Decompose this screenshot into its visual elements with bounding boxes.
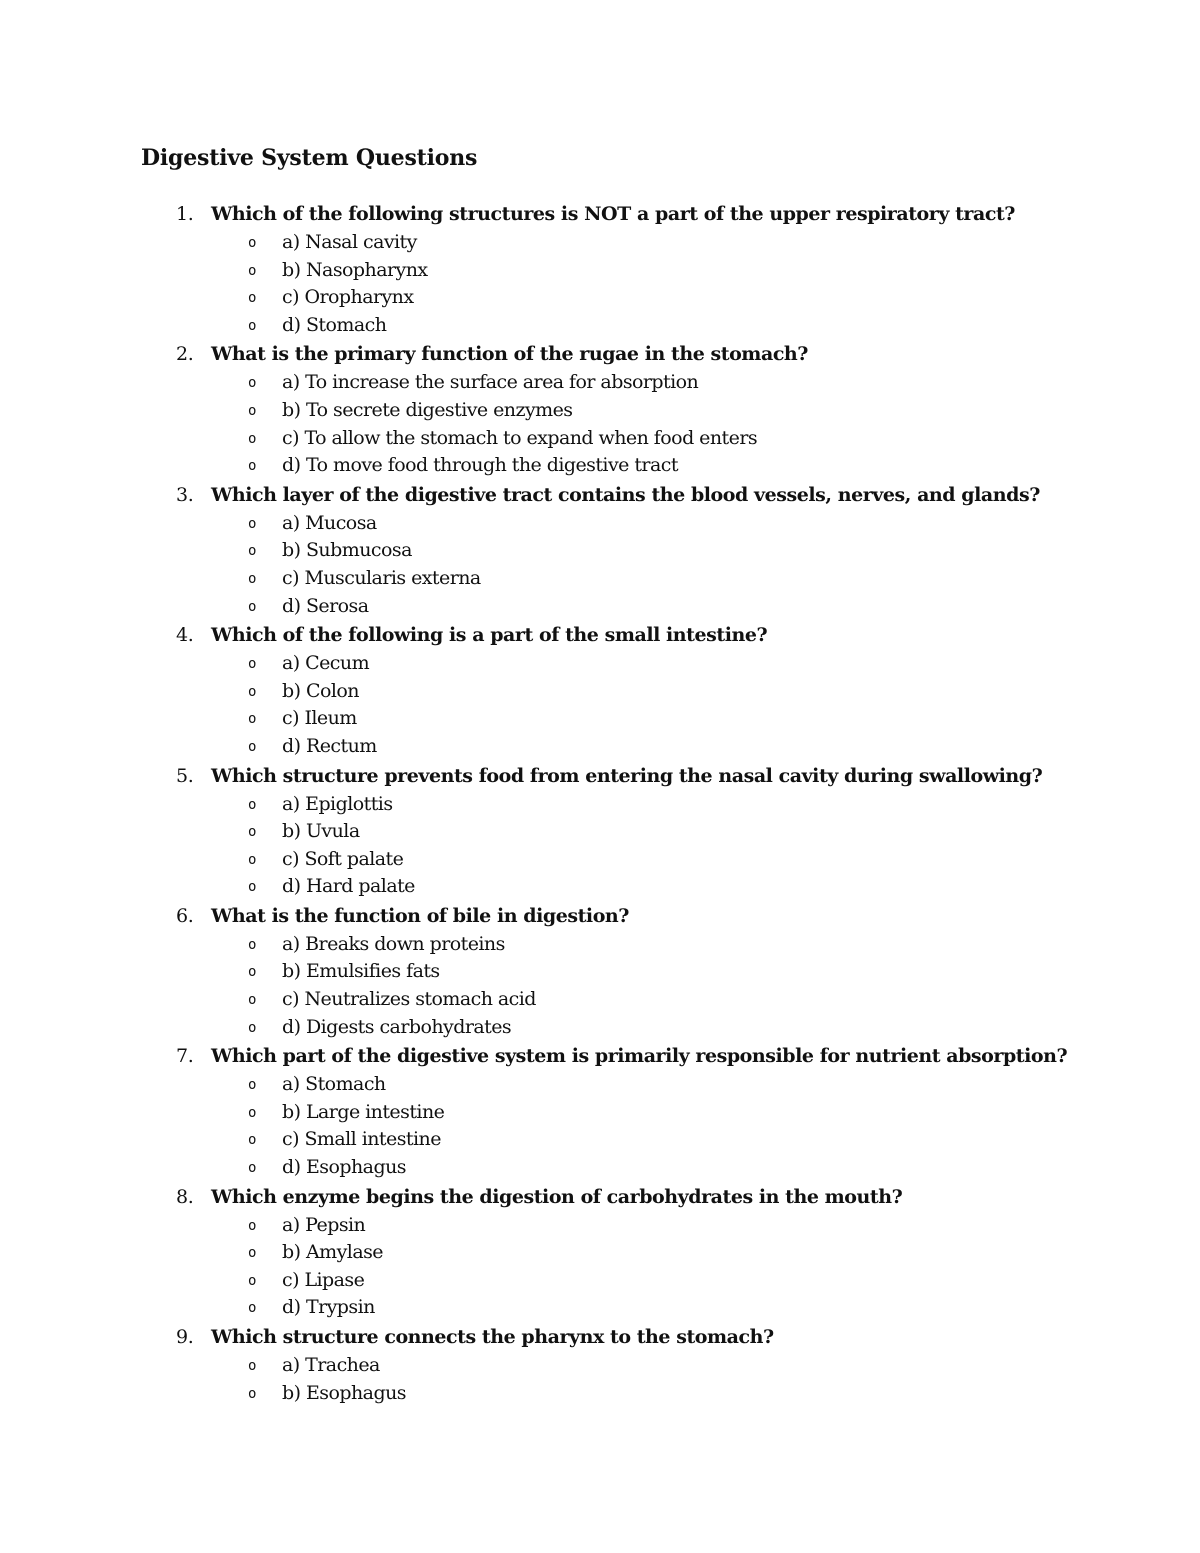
circle-bullet-icon: o [248, 1160, 257, 1177]
option-text: c) Oropharynx [282, 286, 414, 309]
option-text: a) Nasal cavity [282, 231, 417, 253]
option-text: a) Cecum [282, 652, 370, 675]
question-text: Which structure connects the pharynx to the stomach? [211, 1326, 774, 1348]
answer-option [0, 452, 1200, 480]
option-text: d) Digests carbohydrates [282, 1015, 512, 1038]
question-text: Which of the following is a part of the small intestine? [211, 624, 768, 647]
option-text: a) Stomach [282, 1073, 386, 1096]
question-line [0, 480, 1200, 510]
option-text: d) Hard palate [282, 875, 415, 898]
option-text: c) Small intestine [282, 1128, 441, 1151]
question-text: Which of the following structures is NOT a part of the upper respiratory tract? [211, 203, 1015, 225]
question-number: 3. [176, 483, 194, 506]
circle-bullet-icon: o [248, 1077, 257, 1094]
question-number: 1. [176, 203, 194, 225]
answer-option [0, 397, 1200, 425]
question-text: What is the primary function of the rugae in the stomach? [211, 343, 808, 366]
option-text: c) Ileum [282, 707, 357, 730]
answer-option [0, 1294, 1200, 1322]
circle-bullet-icon: o [248, 235, 257, 251]
question-line [0, 620, 1200, 650]
answer-option [0, 818, 1200, 846]
answer-option [0, 791, 1200, 819]
option-text: a) Pepsin [282, 1213, 366, 1236]
option-text: a) Mucosa [282, 511, 377, 534]
option-text: c) Muscularis externa [282, 566, 481, 589]
answer-option [0, 873, 1200, 901]
option-text: d) To move food through the digestive tract [282, 454, 678, 477]
answer-option [0, 958, 1200, 986]
question-line [0, 1041, 1200, 1071]
answer-option [0, 1267, 1200, 1295]
option-text: b) To secrete digestive enzymes [282, 398, 573, 421]
circle-bullet-icon: o [248, 851, 257, 868]
answer-options [0, 369, 1200, 479]
circle-bullet-icon: o [248, 796, 257, 813]
option-text: c) Soft palate [282, 847, 404, 870]
circle-bullet-icon: o [248, 458, 257, 475]
answer-option [0, 425, 1200, 453]
answer-option [0, 1352, 1200, 1380]
answer-option [0, 733, 1200, 761]
page-title: Digestive System Questions [141, 145, 478, 171]
question-line [0, 339, 1200, 369]
question-item [0, 620, 1200, 760]
answer-option [0, 931, 1200, 959]
question-item [0, 761, 1200, 901]
question-line [0, 199, 1200, 229]
circle-bullet-icon: o [248, 1358, 257, 1374]
circle-bullet-icon: o [248, 543, 257, 560]
question-line [0, 1322, 1200, 1352]
option-text: b) Esophagus [282, 1381, 406, 1404]
option-text: c) Lipase [282, 1268, 365, 1291]
answer-option [0, 1212, 1200, 1240]
answer-option [0, 986, 1200, 1014]
circle-bullet-icon: o [248, 824, 257, 841]
option-text: a) Trachea [282, 1354, 380, 1376]
answer-option [0, 1014, 1200, 1042]
question-item [0, 1041, 1200, 1181]
circle-bullet-icon: o [248, 879, 257, 896]
answer-option [0, 229, 1200, 257]
circle-bullet-icon: o [248, 598, 257, 615]
circle-bullet-icon: o [248, 1272, 257, 1289]
answer-options [0, 931, 1200, 1041]
option-text: a) Breaks down proteins [282, 932, 505, 955]
circle-bullet-icon: o [248, 656, 257, 673]
question-item [0, 1322, 1200, 1407]
option-text: d) Rectum [282, 734, 377, 757]
answer-option [0, 1154, 1200, 1182]
option-text: b) Submucosa [282, 539, 412, 562]
answer-option [0, 1380, 1200, 1408]
answer-option [0, 1099, 1200, 1127]
question-number: 6. [176, 904, 194, 927]
option-text: c) To allow the stomach to expand when food enters [282, 426, 758, 449]
answer-option [0, 284, 1200, 312]
answer-option [0, 846, 1200, 874]
circle-bullet-icon: o [248, 290, 257, 307]
option-text: b) Large intestine [282, 1100, 445, 1123]
option-text: d) Esophagus [282, 1156, 406, 1179]
option-text: a) To increase the surface area for absorption [282, 371, 699, 394]
answer-option [0, 1071, 1200, 1099]
option-text: b) Nasopharynx [282, 258, 428, 281]
option-text: a) Epiglottis [282, 792, 393, 815]
answer-options [0, 1212, 1200, 1322]
circle-bullet-icon: o [248, 262, 257, 279]
circle-bullet-icon: o [248, 1385, 257, 1402]
circle-bullet-icon: o [248, 1245, 257, 1262]
question-line [0, 901, 1200, 931]
answer-option [0, 369, 1200, 397]
circle-bullet-icon: o [248, 317, 257, 334]
question-line [0, 761, 1200, 791]
option-text: b) Colon [282, 679, 359, 702]
question-text: Which layer of the digestive tract contains the blood vessels, nerves, and glands? [211, 483, 1040, 506]
question-item [0, 339, 1200, 479]
circle-bullet-icon: o [248, 738, 257, 755]
answer-options [0, 229, 1200, 339]
question-list [0, 199, 1200, 1407]
circle-bullet-icon: o [248, 402, 257, 419]
circle-bullet-icon: o [248, 515, 257, 532]
question-item [0, 1182, 1200, 1322]
option-text: d) Serosa [282, 594, 369, 617]
answer-option [0, 565, 1200, 593]
answer-option [0, 510, 1200, 538]
answer-option [0, 1126, 1200, 1154]
answer-options [0, 650, 1200, 760]
answer-option [0, 257, 1200, 285]
answer-option [0, 537, 1200, 565]
circle-bullet-icon: o [248, 430, 257, 447]
option-text: c) Neutralizes stomach acid [282, 988, 536, 1011]
circle-bullet-icon: o [248, 375, 257, 392]
question-text: Which part of the digestive system is primarily responsible for nutrient absorption? [211, 1045, 1068, 1068]
question-number: 2. [176, 343, 194, 366]
question-number: 4. [176, 624, 194, 647]
question-number: 5. [176, 764, 194, 787]
circle-bullet-icon: o [248, 1019, 257, 1036]
answer-option [0, 678, 1200, 706]
answer-option [0, 705, 1200, 733]
circle-bullet-icon: o [248, 1300, 257, 1317]
answer-options [0, 791, 1200, 901]
question-text: Which enzyme begins the digestion of carbohydrates in the mouth? [211, 1185, 903, 1208]
answer-options [0, 1352, 1200, 1407]
question-line [0, 1182, 1200, 1212]
question-number: 9. [176, 1326, 194, 1348]
question-item [0, 199, 1200, 339]
circle-bullet-icon: o [248, 1217, 257, 1234]
question-number: 8. [176, 1185, 194, 1208]
answer-option [0, 593, 1200, 621]
answer-options [0, 510, 1200, 620]
question-item [0, 901, 1200, 1041]
option-text: b) Uvula [282, 820, 360, 843]
question-text: What is the function of bile in digestion? [211, 904, 629, 927]
question-item [0, 480, 1200, 620]
option-text: d) Trypsin [282, 1296, 375, 1319]
circle-bullet-icon: o [248, 1104, 257, 1121]
answer-option [0, 650, 1200, 678]
circle-bullet-icon: o [248, 570, 257, 587]
answer-options [0, 1071, 1200, 1181]
question-text: Which structure prevents food from entering the nasal cavity during swallowing? [211, 764, 1043, 787]
circle-bullet-icon: o [248, 992, 257, 1009]
answer-option [0, 1239, 1200, 1267]
circle-bullet-icon: o [248, 711, 257, 728]
answer-option [0, 312, 1200, 340]
question-number: 7. [176, 1045, 194, 1068]
option-text: b) Emulsifies fats [282, 960, 440, 983]
option-text: b) Amylase [282, 1241, 383, 1264]
circle-bullet-icon: o [248, 1132, 257, 1149]
circle-bullet-icon: o [248, 936, 257, 953]
option-text: d) Stomach [282, 313, 387, 336]
circle-bullet-icon: o [248, 964, 257, 981]
circle-bullet-icon: o [248, 683, 257, 700]
